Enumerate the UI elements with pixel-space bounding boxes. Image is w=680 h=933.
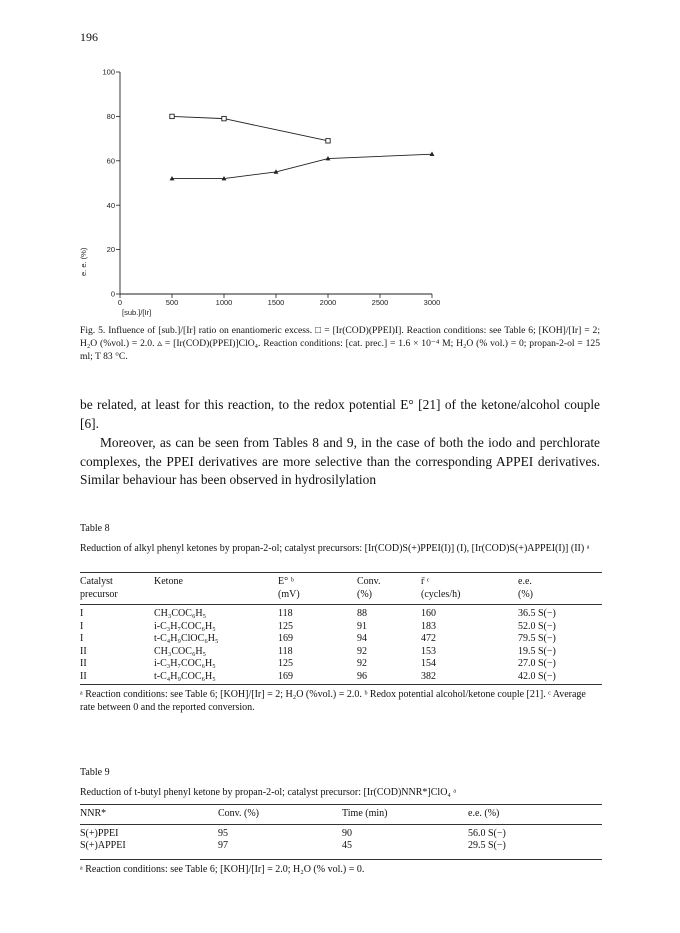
table-cell: 95 [218, 827, 228, 839]
data-point-square [170, 114, 174, 118]
table8-header-cell: Catalyst [80, 576, 113, 587]
table-row [80, 824, 602, 840]
y-axis-label: e. e. (%) [79, 247, 88, 276]
data-point-triangle [430, 152, 435, 156]
table-cell: 118 [278, 608, 293, 619]
table9-top-rule [80, 804, 602, 805]
x-tick-label: 1500 [267, 298, 285, 307]
table-cell: 36.5 S(−) [518, 608, 556, 619]
table-row [80, 658, 602, 671]
table-cell: II [80, 658, 87, 669]
table8-caption: Reduction of alkyl phenyl ketones by propan-2-ol; catalyst precursors: [Ir(COD)S(+)PPEI(I)] (I), [Ir(COD)S(+)APPEI(I)] (II) ᵃ [80, 543, 590, 554]
table8-top-rule [80, 572, 602, 573]
table-cell: 90 [342, 827, 352, 839]
data-point-square [326, 139, 330, 143]
paragraph-redox-text: be related, at least for this reaction, to the redox potential E° [21] of the ketone/alcohol couple [6]. [80, 397, 600, 431]
table-cell: 19.5 S(−) [518, 645, 556, 657]
table9-caption: Reduction of t-butyl phenyl ketone by propan-2-ol; catalyst precursor: [Ir(COD)NNR*]ClO₄ ᵃ [80, 787, 457, 798]
series-triangle-line [172, 154, 432, 178]
table-cell: I [80, 633, 84, 644]
paragraph-selectivity-text: Moreover, as can be seen from Tables 8 and 9, in the case of both the iodo and perchlorate complexes, the PPEI derivatives are more selective than the corresponding APPEI derivatives. Similar behaviour has been observed in hydrosilylation [80, 435, 600, 487]
table8-header-cell: Conv. [357, 576, 381, 587]
table8-header-cell: (%) [518, 588, 533, 600]
table8-body [80, 605, 602, 684]
table-cell: S(+)PPEI [80, 827, 119, 839]
table8-header-cell: E° ᵇ [278, 576, 294, 587]
table-cell: 88 [357, 608, 367, 619]
table8-header-row [80, 576, 602, 589]
y-tick-label: 0 [110, 289, 115, 299]
table-cell: 79.5 S(−) [518, 633, 556, 644]
table-cell: CH₃COC₆H₅ [154, 645, 207, 657]
paragraph-selectivity [80, 434, 600, 490]
table9 [80, 808, 602, 853]
table-cell: 160 [421, 608, 436, 619]
table8-header-row [80, 589, 602, 605]
table8-header-cell [154, 589, 278, 605]
ee-vs-ratio-chart [70, 62, 490, 320]
table-cell: 91 [357, 620, 367, 632]
table-cell: 92 [357, 658, 367, 669]
table-row [80, 605, 602, 621]
table9-bottom-rule [80, 859, 602, 860]
table9-title: Table 9 [80, 767, 110, 778]
table9-header [80, 808, 602, 824]
table-cell: 29.5 S(−) [468, 840, 506, 851]
table-row [80, 671, 602, 684]
table-cell: I [80, 620, 84, 632]
table-cell: 125 [278, 658, 293, 669]
table-cell: S(+)APPEI [80, 840, 126, 851]
y-tick-label: 100 [102, 67, 115, 77]
table-row [80, 840, 602, 853]
x-tick-label: 500 [165, 298, 179, 307]
table-cell: CH₃COC₆H₅ [154, 608, 207, 619]
table-cell: 45 [342, 840, 352, 851]
table-row [80, 621, 602, 634]
table-cell: 56.0 S(−) [468, 827, 506, 839]
table-cell: 183 [421, 620, 436, 632]
y-tick-label: 80 [106, 112, 115, 121]
page-number: 196 [80, 30, 98, 44]
table8-header-cell: Ketone [154, 576, 183, 587]
table-cell: i-C₃H₇COC₆H₅ [154, 620, 216, 632]
table-cell: 154 [421, 658, 436, 669]
y-tick-label: 40 [106, 200, 115, 210]
table9-header-cell: NNR* [80, 808, 107, 819]
table8-bottom-rule [80, 684, 602, 685]
figure-caption: Fig. 5. Influence of [sub.]/[Ir] ratio on enantiomeric excess. □ = [Ir(COD)(PPEI)I]. Reaction conditions: see Table 6; [KOH]/[Ir] = 2; H₂O (%vol.) = 2.0. ▵ = [Ir(COD)(PPEI)]ClO₄. Reaction conditions: [cat. prec.] = 1.6 × 10⁻⁴ M; H₂O (% vol.) = 0; propan-2-ol = 125 ml; T 83 °C. [80, 325, 600, 362]
series-square-line [172, 116, 328, 140]
table-cell: 169 [278, 670, 293, 682]
table9-header-cell: Conv. (%) [218, 808, 260, 819]
table-cell: 118 [278, 645, 293, 657]
paragraph-redox [80, 396, 600, 433]
table-cell: 97 [218, 840, 228, 851]
y-tick-label: 20 [106, 245, 115, 255]
table-cell: i-C₃H₇COC₆H₅ [154, 658, 216, 669]
x-tick-label: 2000 [319, 298, 337, 307]
table8-header-cell: (mV) [278, 588, 300, 600]
table-cell: I [80, 608, 84, 619]
table8-title: Table 8 [80, 523, 110, 534]
table8-header-cell: r̄ ᶜ [421, 576, 430, 587]
x-tick-label: 2500 [371, 298, 389, 307]
table9-body [80, 824, 602, 853]
data-point-square [222, 116, 226, 120]
x-tick-label: 1000 [215, 298, 233, 307]
x-axis-label: [sub.]/[Ir] [122, 308, 152, 317]
table-cell: 169 [278, 633, 293, 644]
y-tick-label: 60 [106, 156, 115, 166]
table-cell: 382 [421, 670, 436, 682]
table-cell: 125 [278, 620, 293, 632]
table-cell: t-C₄H₉ClOC₆H₅ [154, 633, 219, 644]
table9-header-cell: Time (min) [342, 808, 388, 819]
table8-header [80, 576, 602, 605]
table9-header-row [80, 808, 602, 824]
table-cell: 27.0 S(−) [518, 658, 556, 669]
x-tick-label: 3000 [423, 298, 441, 307]
table-cell: 472 [421, 633, 436, 644]
table-cell: 92 [357, 645, 367, 657]
table-cell: t-C₄H₉COC₆H₅ [154, 670, 216, 682]
table8-header-cell: (%) [357, 588, 372, 600]
table8-header-cell: (cycles/h) [421, 588, 461, 600]
table-cell: 153 [421, 645, 436, 657]
table8-footnote: ᵃ Reaction conditions: see Table 6; [KOH]/[Ir] = 2; H₂O (%vol.) = 2.0. ᵇ Redox potential alcohol/ketone couple [21]. ᶜ Average rate between 0 and the reported conversion. [80, 689, 586, 713]
table9-header-cell: e.e. (%) [468, 808, 500, 819]
table-cell: 96 [357, 670, 367, 682]
table-cell: II [80, 645, 87, 657]
table-row [80, 646, 602, 659]
table-cell: 42.0 S(−) [518, 670, 556, 682]
table-cell: 52.0 S(−) [518, 620, 556, 632]
table-cell: 94 [357, 633, 367, 644]
x-tick-label: 0 [117, 298, 123, 307]
table9-footnote: ᵃ Reaction conditions: see Table 6; [KOH]/[Ir] = 2.0; H₂O (% vol.) = 0. [80, 864, 365, 875]
table8 [80, 576, 602, 683]
table8-header-cell: precursor [80, 588, 118, 600]
table8-header-cell: e.e. [518, 576, 532, 587]
table-row [80, 633, 602, 646]
table-cell: II [80, 670, 87, 682]
